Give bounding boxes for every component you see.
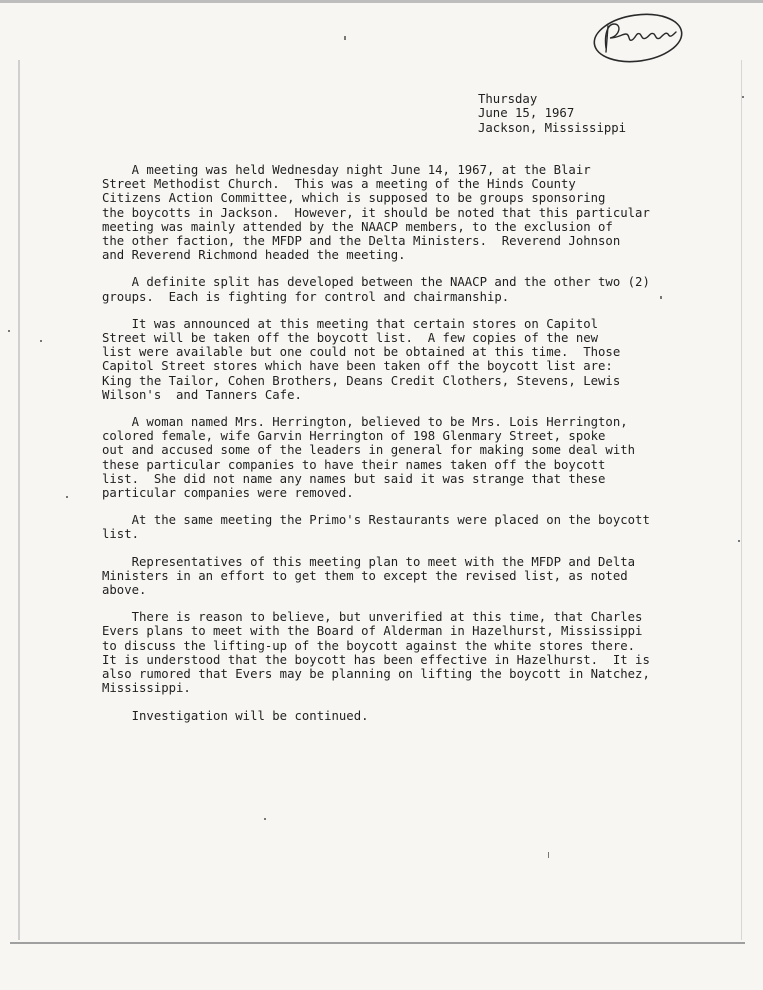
scan-left-edge bbox=[18, 60, 20, 940]
personal-stamp bbox=[592, 12, 684, 64]
header-day: Thursday bbox=[478, 92, 538, 106]
paragraph-evers: There is reason to believe, but unverified at this time, that Charles Evers plans to meet with the Board of Alderman in Hazelhurst, Mississippi to discuss the lifting-up of the boycott against the white stores there. It is understood that the boycott has been effective in Hazelhurst. It is also rumored that Evers may be planning on lifting the boycott in Natchez, Mississippi. bbox=[102, 610, 650, 696]
paragraph-split: A definite split has developed between the NAACP and the other two (2) groups. Each is fighting for control and chairmanship. bbox=[102, 275, 650, 304]
paragraph-investigation: Investigation will be continued. bbox=[102, 708, 369, 723]
paragraph-herrington: A woman named Mrs. Herrington, believed to be Mrs. Lois Herrington, colored female, wife Garvin Herrington of 198 Glenmary Street, spoke out and accused some of the leaders in general for making some deal with these particular companies to have their names taken off the boycott list. She did not name any names but said it was strange that these particular companies were removed. bbox=[102, 415, 636, 501]
paragraph-meeting: A meeting was held Wednesday night June 14, 1967, at the Blair Street Methodist Church. This was a meeting of the Hinds County Citizens Action Committee, which is supposed to be groups sponsoring the boycotts in Jackson. However, it should be noted that this particular meeting was mainly attended by the NAACP members, to the exclusion of the other faction, the MFDP and the Delta Ministers. Reverend Johnson and Reverend Richmond headed the meeting. bbox=[102, 163, 650, 263]
stamp-signature-drawing bbox=[592, 12, 684, 64]
report-body bbox=[102, 163, 650, 736]
paragraph-representatives: Representatives of this meeting plan to meet with the MFDP and Delta Ministers in an effort to get them to except the revised list, as noted above. bbox=[102, 554, 636, 598]
paragraph-boycott-list: It was announced at this meeting that certain stores on Capitol Street will be taken off the boycott list. A few copies of the new list were available but one could not be obtained at this time. Those Capitol Street stores which have been taken off the boycott list are: King the Tailor, Cohen Brothers, Deans Credit Clothers, Stevens, Lewis Wilson's and Tanners Cafe. bbox=[102, 316, 621, 402]
scan-bottom-edge bbox=[10, 942, 745, 944]
header-date: June 15, 1967 bbox=[478, 106, 575, 121]
scan-top-edge bbox=[0, 0, 763, 3]
paragraph-primos: At the same meeting the Primo's Restaurants were placed on the boycott list. bbox=[102, 513, 650, 542]
date-location-header bbox=[478, 92, 626, 135]
header-place: Jackson, Mississippi bbox=[478, 120, 627, 135]
scan-right-edge bbox=[741, 60, 742, 940]
